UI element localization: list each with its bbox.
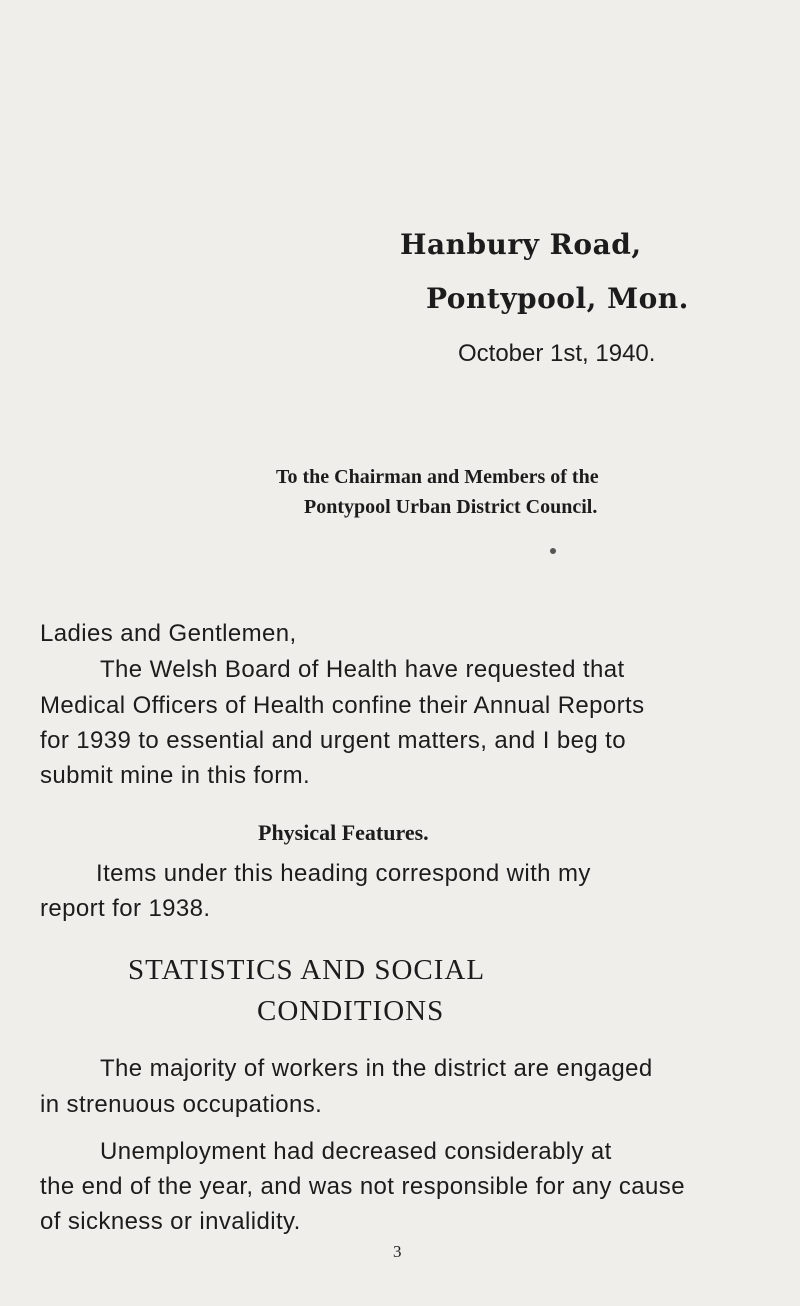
heading-statistics: CONDITIONS: [257, 995, 445, 1027]
heading-statistics: STATISTICS AND SOCIAL: [128, 954, 486, 986]
greeting: Ladies and Gentlemen,: [40, 620, 297, 647]
address-line-2: Pontypool, Mon.: [426, 282, 689, 315]
recipient-line-2: Pontypool Urban District Council.: [304, 496, 598, 518]
page-number: 3: [393, 1242, 402, 1261]
statistics-line: the end of the year, and was not responsible for any cause: [40, 1173, 685, 1200]
physical-line: Items under this heading correspond with my: [96, 860, 591, 887]
intro-line: for 1939 to essential and urgent matters, and I beg to: [40, 727, 626, 754]
letter-date: October 1st, 1940.: [458, 340, 656, 367]
heading-physical-features: Physical Features.: [258, 820, 429, 845]
physical-line: report for 1938.: [40, 895, 211, 922]
statistics-line: The majority of workers in the district are engaged: [100, 1055, 653, 1082]
intro-line: The Welsh Board of Health have requested that: [100, 656, 625, 683]
ink-spot: [550, 548, 556, 554]
recipient-line-1: To the Chairman and Members of the: [276, 466, 599, 488]
statistics-line: of sickness or invalidity.: [40, 1208, 301, 1235]
statistics-line: Unemployment had decreased considerably at: [100, 1138, 612, 1165]
address-line-1: Hanbury Road,: [400, 228, 642, 261]
statistics-line: in strenuous occupations.: [40, 1091, 323, 1118]
intro-line: submit mine in this form.: [40, 762, 311, 789]
intro-line: Medical Officers of Health confine their Annual Reports: [40, 692, 645, 719]
